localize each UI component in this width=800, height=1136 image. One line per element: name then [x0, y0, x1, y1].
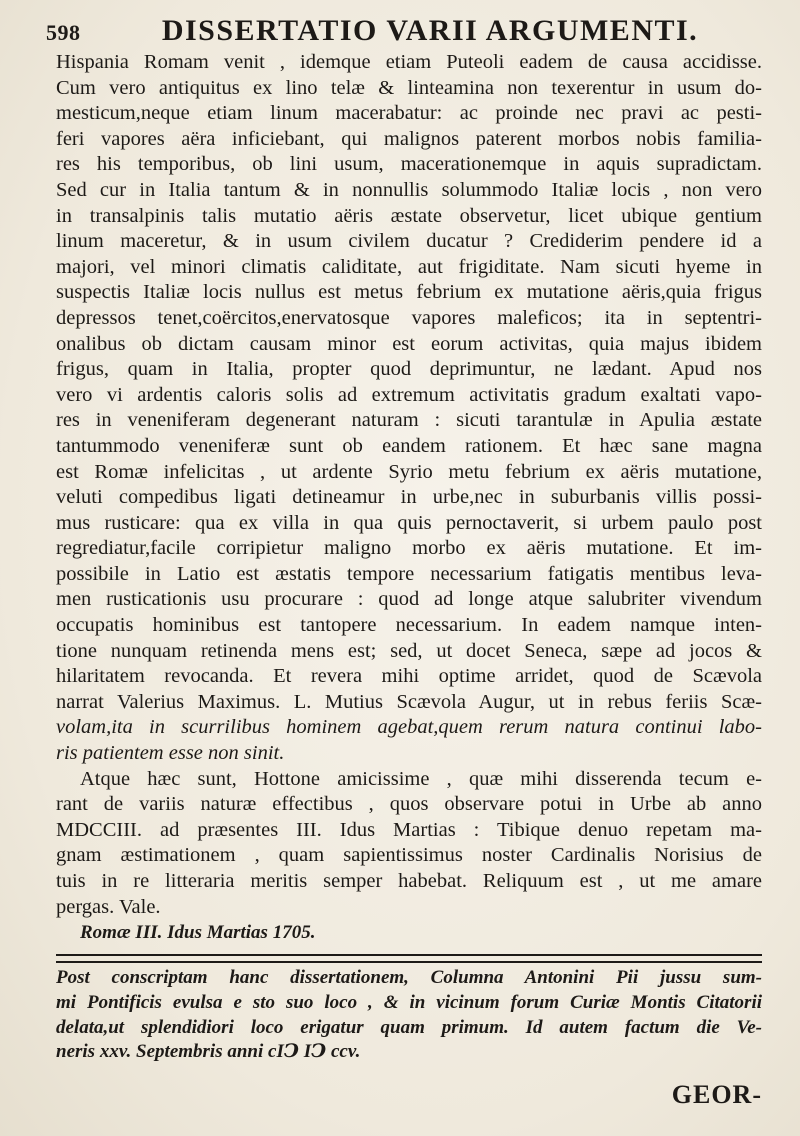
- dateline: Romæ III. Idus Martias 1705.: [80, 922, 316, 944]
- page-number: 598: [46, 20, 81, 45]
- text-line: mesticum,neque etiam linum macerabatur: ac proinde nec pravi ac pesti-: [56, 102, 762, 125]
- text-line-quotation-end: ris patientem esse non sinit.: [56, 742, 285, 765]
- postscript-line: delata,ut splendidiori loco erigatur quam primum. Id autem factum die Ve-: [56, 1016, 762, 1038]
- text-line: res his temporibus, ob lini usum, macerationemque in aquis supradictam.: [56, 153, 762, 176]
- text-line: regrediatur,facile corripietur maligno morbo ex aëris mutatione. Et im-: [56, 537, 762, 560]
- text-line: onalibus ob dictam causam minor est eorum activitas, quia majus ibidem: [56, 332, 762, 355]
- postscript-line: neris xxv. Septembris anni cIↃ IↃ ccv.: [56, 1041, 361, 1063]
- text-line: MDCCIII. ad præsentes III. Idus Martias : Tibique denuo repetam ma-: [56, 818, 762, 841]
- text-line: mus rusticare: qua ex villa in qua quis pernoctaverit, si urbem paulo post: [56, 511, 762, 534]
- text-line: hilaritatem revocanda. Et revera mihi optime arridet, quod de Scævola: [56, 665, 762, 688]
- postscript-line: mi Pontificis evulsa e sto suo loco , & in vicinum forum Curiæ Montis Citatorii: [56, 991, 762, 1013]
- postscript-line: Post conscriptam hanc dissertationem, Columna Antonini Pii jussu sum-: [56, 967, 762, 988]
- text-line: possibile in Latio est æstatis tempore necessarium fatigatis mentibus leva-: [56, 562, 762, 585]
- text-line: res in veneniferam degenerant naturam : sicuti tarantulæ in Apulia æstate: [56, 409, 762, 432]
- text-line: Hispania Romam venit , idemque etiam Puteoli eadem de causa accidisse.: [56, 51, 762, 73]
- text-line: est Romæ infelicitas , ut ardente Syrio metu febrium ex aëris mutatione,: [56, 460, 762, 483]
- text-line-quotation: volam,ita in scurrilibus hominem agebat,quem rerum natura continui labo-: [56, 716, 762, 739]
- text-line: Sed cur in Italia tantum & in nonnullis solummodo Italiæ locis , non vero: [56, 178, 762, 201]
- text-line: veluti compedibus ligati detineamur in urbe,nec in suburbanis villis possi-: [56, 486, 762, 509]
- text-line: Atque hæc sunt, Hottone amicissime , quæ mihi disserenda tecum e-: [80, 767, 762, 790]
- section-divider: [56, 954, 762, 963]
- text-line: majori, vel minori climatis caliditate, aut frigiditate. Nam sicuti hyeme in: [56, 255, 762, 278]
- text-line: tuis in re litteraria meritis semper habebat. Reliquum est , ut me amare: [56, 870, 762, 892]
- text-line: depressos tenet,coërcitos,enervatosque vapores maleficos; ita in septentri-: [56, 306, 762, 329]
- main-text: [56, 50, 762, 946]
- catchword: GEOR-: [671, 1080, 762, 1109]
- text-line: occupatis hominibus est tantopere necessarium. In eadem namque inten-: [56, 614, 762, 637]
- text-line: suspectis Italiæ locis nullus est metus febrium ex mutatione aëris,quia frigus: [56, 281, 762, 304]
- text-line: tantummodo veneniferæ sunt ob eandem rationem. Et hæc sane magna: [56, 434, 762, 457]
- text-line: narrat Valerius Maximus. L. Mutius Scævola Augur, ut in rebus feriis Scæ-: [56, 690, 762, 713]
- running-title: DISSERTATIO VARII ARGUMENTI.: [161, 14, 699, 47]
- text-line: tione nunquam retinenda mens est; sed, ut docet Seneca, sæpe ad jocos &: [56, 639, 762, 662]
- text-line: men rusticationis usu procurare : quod ad longe atque salubriter vivendum: [56, 588, 762, 611]
- text-line: frigus, quam in Italia, propter quod deprimuntur, ne lædant. Apud nos: [56, 358, 762, 381]
- text-line: pergas. Vale.: [56, 895, 161, 918]
- text-line: rant de variis naturæ effectibus , quos observare potui in Urbe ab anno: [56, 793, 762, 816]
- postscript: [56, 966, 762, 1065]
- text-line: vero vi ardentis caloris solis ad extremum activitatis gradum exaltati vapo-: [56, 383, 762, 406]
- text-line: in transalpinis talis mutatio aëris æstate observetur, licet ubique gentium: [56, 204, 762, 227]
- page-header: [36, 8, 764, 48]
- text-line: gnam æstimationem , quam sapientissimus noster Cardinalis Norisius de: [56, 844, 762, 867]
- text-line: linum maceretur, & in usum civilem ducatur ? Crediderim pendere id a: [56, 230, 762, 253]
- text-line: Cum vero antiquitus ex lino telæ & linteamina non texerentur in usum do-: [56, 76, 762, 99]
- text-line: feri vapores aëra inficiebant, qui malignos paterent morbos nobis familia-: [56, 127, 762, 150]
